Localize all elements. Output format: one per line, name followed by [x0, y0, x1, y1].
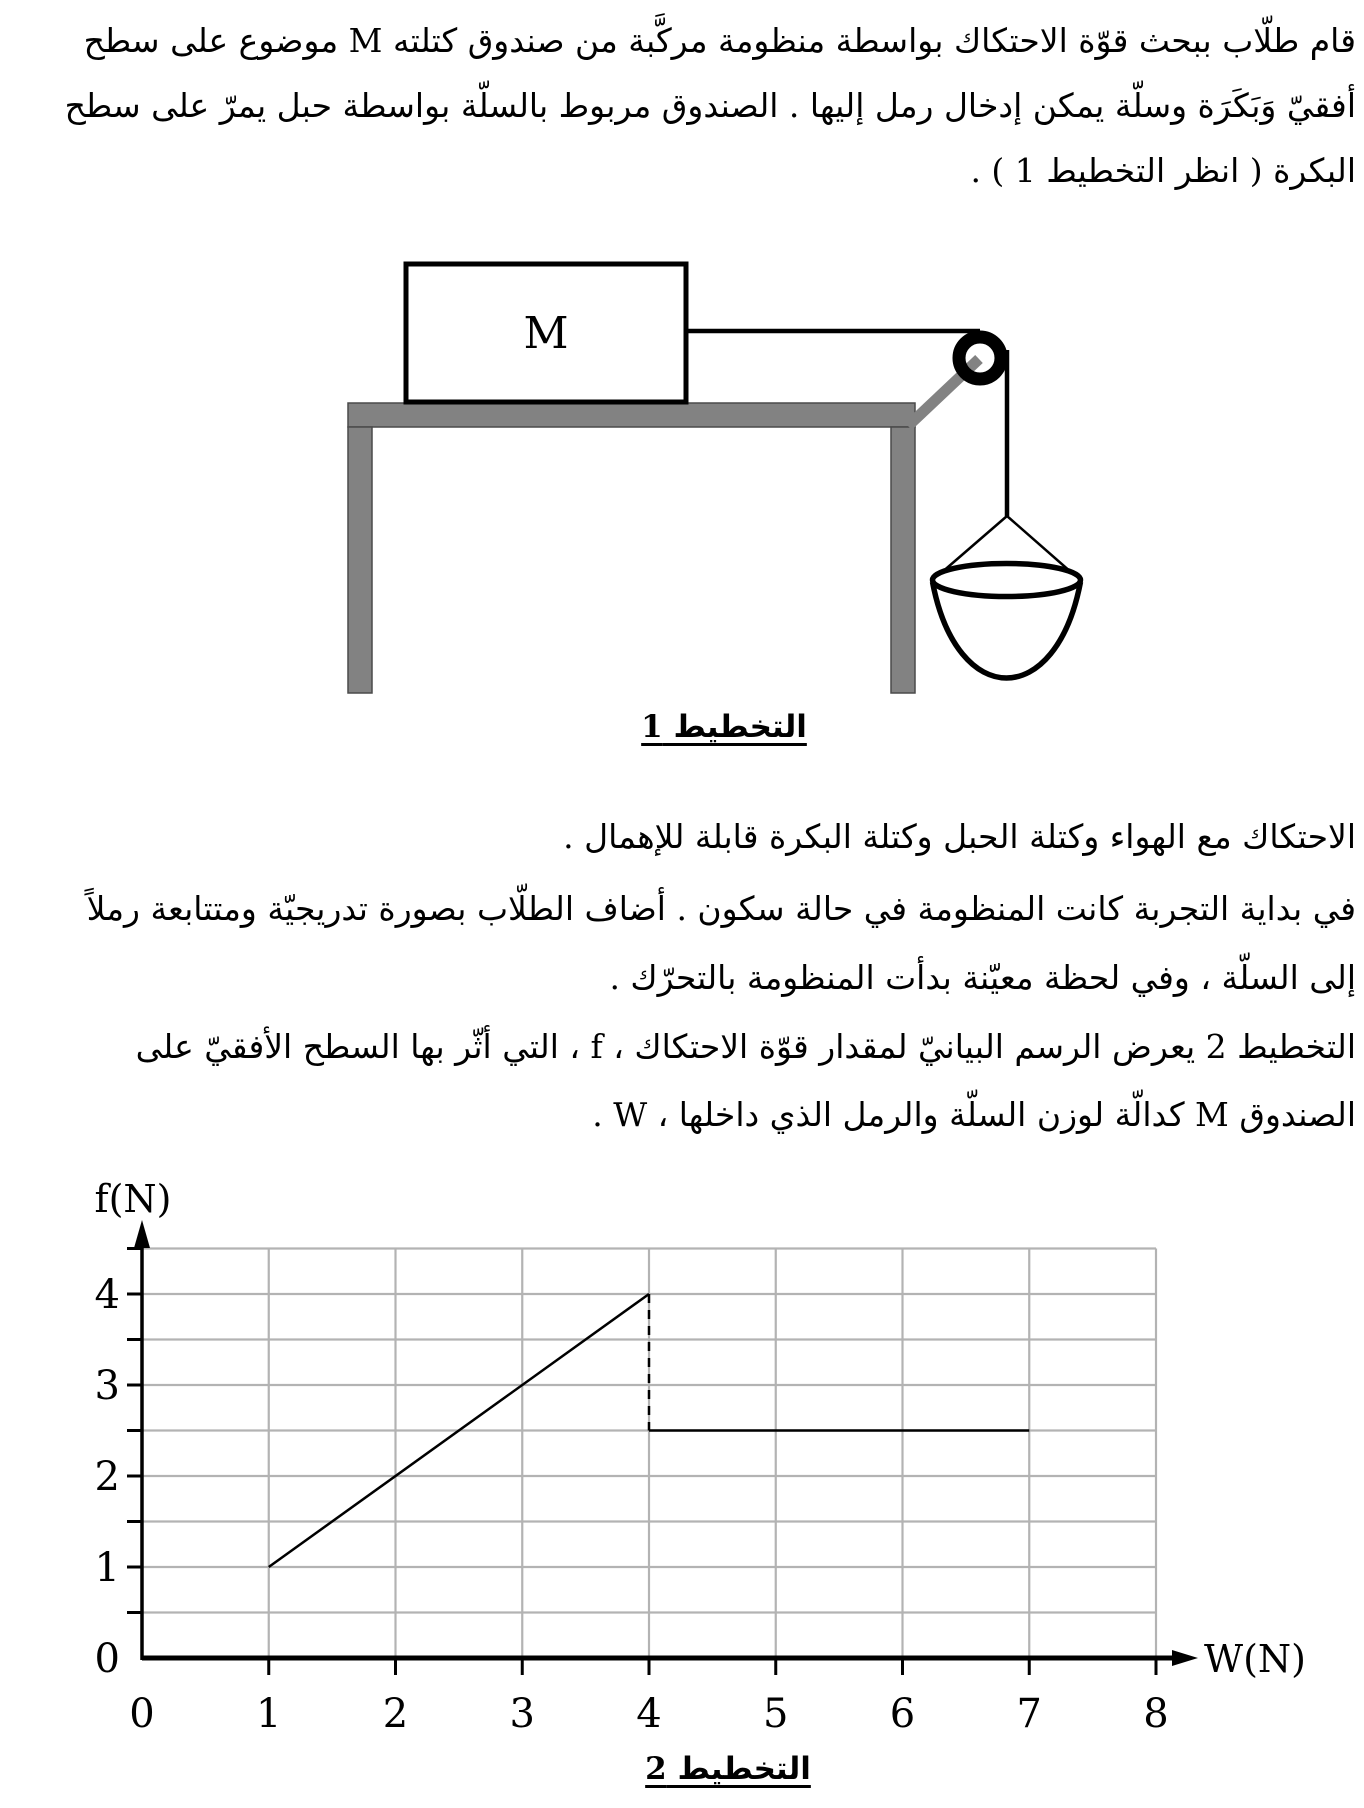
axes: [134, 1220, 1198, 1666]
svg-text:1: 1: [256, 1691, 282, 1737]
svg-text:4: 4: [94, 1272, 120, 1318]
svg-text:5: 5: [763, 1691, 789, 1737]
problem-text-line-3: البكرة ( انظر التخطيط 1 ) .: [970, 151, 1356, 190]
axis-ticks: [127, 1249, 1156, 1676]
axis-tick-labels: [95, 1272, 1169, 1737]
problem-text-line-2: أفقيّ وَبَكَرَة وسلّة يمكن إدخال رمل إليها . الصندوق مربوط بالسلّة بواسطة حبل يمرّ على سطح: [64, 86, 1356, 125]
pulley-icon: [959, 337, 1001, 379]
grid-lines: [142, 1249, 1156, 1659]
figure1-apparatus-diagram: [280, 215, 1120, 705]
table-top: [348, 403, 915, 427]
problem-text-line-8: الصندوق M كدالّة لوزن السلّة والرمل الذي داخلها ، W .: [592, 1095, 1356, 1134]
svg-text:2: 2: [382, 1691, 409, 1737]
svg-text:8: 8: [1143, 1691, 1169, 1737]
svg-text:0: 0: [94, 1636, 120, 1682]
problem-text-line-7: التخطيط 2 يعرض الرسم البيانيّ لمقدار قوّة الاحتكاك ، f ، التي أثّر بها السطح الأفقيّ على: [135, 1027, 1356, 1066]
problem-text-line-4: الاحتكاك مع الهواء وكتلة الحبل وكتلة البكرة قابلة للإهمال .: [563, 817, 1356, 856]
svg-text:7: 7: [1016, 1691, 1042, 1737]
problem-text-line-6: إلى السلّة ، وفي لحظة معيّنة بدأت المنظومة بالتحرّك .: [609, 958, 1356, 997]
x-axis-title: W(N): [1204, 1637, 1306, 1681]
svg-text:4: 4: [636, 1691, 662, 1737]
box-mass-label: M: [523, 308, 569, 359]
svg-text:6: 6: [889, 1691, 916, 1737]
svg-text:3: 3: [94, 1363, 120, 1409]
y-axis-title: f(N): [94, 1177, 172, 1221]
table-left-leg: [348, 427, 372, 693]
svg-text:3: 3: [509, 1691, 535, 1737]
svg-text:2: 2: [94, 1454, 120, 1500]
svg-text:1: 1: [94, 1545, 120, 1591]
figure1-caption: التخطيط 1: [641, 709, 807, 745]
svg-text:0: 0: [129, 1691, 155, 1737]
basket-rim: [933, 564, 1081, 597]
problem-text-line-5: في بداية التجربة كانت المنظومة في حالة سكون . أضاف الطلّاب بصورة تدريجيّة ومتتابعة رملاً: [86, 889, 1356, 928]
table-right-leg: [891, 427, 915, 693]
problem-text-line-1: قام طلّاب ببحث قوّة الاحتكاك بواسطة منظومة مركَّبة من صندوق كتلته M موضوع على سطح: [83, 21, 1356, 60]
figure2-friction-graph: [50, 1140, 1340, 1780]
figure2-caption: التخطيط 2: [645, 1751, 811, 1787]
